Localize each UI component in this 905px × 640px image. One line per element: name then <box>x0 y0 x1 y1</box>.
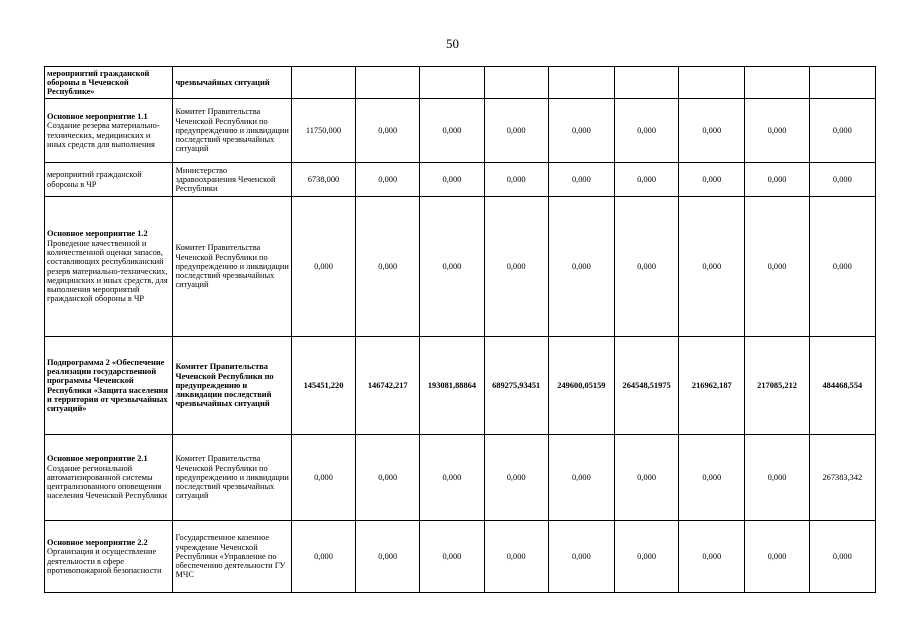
value-cell: 6738,000 <box>291 163 355 197</box>
value-cell: 0,000 <box>548 435 614 521</box>
value-cell: 0,000 <box>679 99 745 163</box>
value-cell: 0,000 <box>420 99 484 163</box>
value-cell: 0,000 <box>745 197 809 337</box>
table-row <box>45 163 876 197</box>
value-cell: 193081,88864 <box>420 337 484 435</box>
value-cell: 217085,212 <box>745 337 809 435</box>
activity-name-cell <box>45 99 173 163</box>
executor-cell: Комитет Правительства Чеченской Республики по предупреждению и ликвидации последствий чрезвычайных ситуаций <box>173 99 291 163</box>
value-cell: 0,000 <box>420 163 484 197</box>
value-cell: 0,000 <box>356 521 420 593</box>
value-cell: 0,000 <box>809 163 875 197</box>
budget-table <box>44 66 876 593</box>
value-cell: 0,000 <box>484 435 548 521</box>
activity-name-text: мероприятий гражданской обороны в ЧР <box>47 170 142 189</box>
activity-name-text: Создание резерва материально-технических, медицинских и иных средств для выполнения <box>47 121 160 149</box>
value-cell: 0,000 <box>356 197 420 337</box>
value-cell: 267383,342 <box>809 435 875 521</box>
value-cell: 0,000 <box>484 521 548 593</box>
activity-name-cell <box>45 337 173 435</box>
value-cell: 0,000 <box>614 99 678 163</box>
value-cell <box>356 67 420 99</box>
value-cell <box>420 67 484 99</box>
table-row <box>45 67 876 99</box>
value-cell <box>291 67 355 99</box>
value-cell <box>809 67 875 99</box>
page-number: 50 <box>446 36 459 51</box>
activity-name-text: Создание региональной автоматизированной системы централизованного оповещения населения Чеченской Республики <box>47 463 168 501</box>
value-cell: 0,000 <box>356 163 420 197</box>
executor-cell: Государственное казенное учреждение Чеченской Республики «Управление по обеспечению деятельности ГУ МЧС <box>173 521 291 593</box>
value-cell: 145451,220 <box>291 337 355 435</box>
value-cell: 0,000 <box>745 99 809 163</box>
value-cell: 0,000 <box>614 435 678 521</box>
value-cell: 0,000 <box>420 197 484 337</box>
value-cell <box>484 67 548 99</box>
value-cell <box>679 67 745 99</box>
executor-cell: Комитет Правительства Чеченской Республики по предупреждению и ликвидации последствий чрезвычайных ситуаций <box>173 197 291 337</box>
value-cell: 484468,554 <box>809 337 875 435</box>
activity-name-text: Проведение качественной и количественной оценки запасов, составляющих республиканский резерв материально-технических, медицинских и иных средств, для выполнения мероприятий гражданской обороны в ЧР <box>47 238 168 304</box>
value-cell: 0,000 <box>291 435 355 521</box>
value-cell <box>745 67 809 99</box>
value-cell: 11750,000 <box>291 99 355 163</box>
value-cell: 0,000 <box>420 435 484 521</box>
table-body <box>45 67 876 593</box>
value-cell: 0,000 <box>679 521 745 593</box>
value-cell: 216962,187 <box>679 337 745 435</box>
value-cell: 0,000 <box>484 99 548 163</box>
value-cell: 0,000 <box>809 99 875 163</box>
table-row <box>45 435 876 521</box>
value-cell: 146742,217 <box>356 337 420 435</box>
value-cell: 0,000 <box>291 521 355 593</box>
value-cell: 0,000 <box>614 197 678 337</box>
executor-cell: Комитет Правительства Чеченской Республики по предупреждению и ликвидации последствий чрезвычайных ситуаций <box>173 337 291 435</box>
value-cell: 0,000 <box>420 521 484 593</box>
value-cell: 0,000 <box>809 197 875 337</box>
value-cell: 0,000 <box>679 197 745 337</box>
value-cell: 0,000 <box>679 435 745 521</box>
table-row <box>45 99 876 163</box>
value-cell <box>548 67 614 99</box>
activity-name-cell <box>45 163 173 197</box>
value-cell: 689275,93451 <box>484 337 548 435</box>
value-cell: 0,000 <box>356 435 420 521</box>
activity-name-bold: Основное мероприятие 2.2 <box>47 537 148 547</box>
executor-cell: чрезвычайных ситуаций <box>173 67 291 99</box>
executor-cell: Министерство здравоохранения Чеченской Республики <box>173 163 291 197</box>
activity-name-bold: Основное мероприятие 1.2 <box>47 229 148 239</box>
activity-name-bold: мероприятий гражданской обороны в Чеченской Республике» <box>47 68 150 97</box>
value-cell: 0,000 <box>484 197 548 337</box>
activity-name-text: Организация и осуществление деятельности в сфере противопожарной безопасности <box>47 547 162 575</box>
value-cell: 0,000 <box>745 521 809 593</box>
value-cell: 0,000 <box>484 163 548 197</box>
value-cell: 0,000 <box>745 163 809 197</box>
value-cell: 0,000 <box>548 163 614 197</box>
value-cell: 264548,51975 <box>614 337 678 435</box>
activity-name-cell <box>45 67 173 99</box>
value-cell: 0,000 <box>356 99 420 163</box>
table-row <box>45 521 876 593</box>
table-row <box>45 337 876 435</box>
table-row <box>45 197 876 337</box>
value-cell: 0,000 <box>291 197 355 337</box>
activity-name-cell <box>45 521 173 593</box>
activity-name-cell <box>45 197 173 337</box>
value-cell: 0,000 <box>679 163 745 197</box>
activity-name-cell <box>45 435 173 521</box>
value-cell <box>614 67 678 99</box>
value-cell: 0,000 <box>809 521 875 593</box>
value-cell: 0,000 <box>614 521 678 593</box>
value-cell: 0,000 <box>548 99 614 163</box>
executor-cell: Комитет Правительства Чеченской Республики по предупреждению и ликвидации последствий чрезвычайных ситуаций <box>173 435 291 521</box>
value-cell: 0,000 <box>745 435 809 521</box>
value-cell: 249600,05159 <box>548 337 614 435</box>
activity-name-bold: Основное мероприятие 1.1 <box>47 111 148 121</box>
activity-name-bold: Основное мероприятие 2.1 <box>47 454 148 464</box>
value-cell: 0,000 <box>614 163 678 197</box>
value-cell: 0,000 <box>548 197 614 337</box>
value-cell: 0,000 <box>548 521 614 593</box>
activity-name-bold: Подпрограмма 2 «Обеспечение реализации государственной программы Чеченской Республики «Защита населения и территории от чрезвычайных ситуаций» <box>47 357 169 414</box>
